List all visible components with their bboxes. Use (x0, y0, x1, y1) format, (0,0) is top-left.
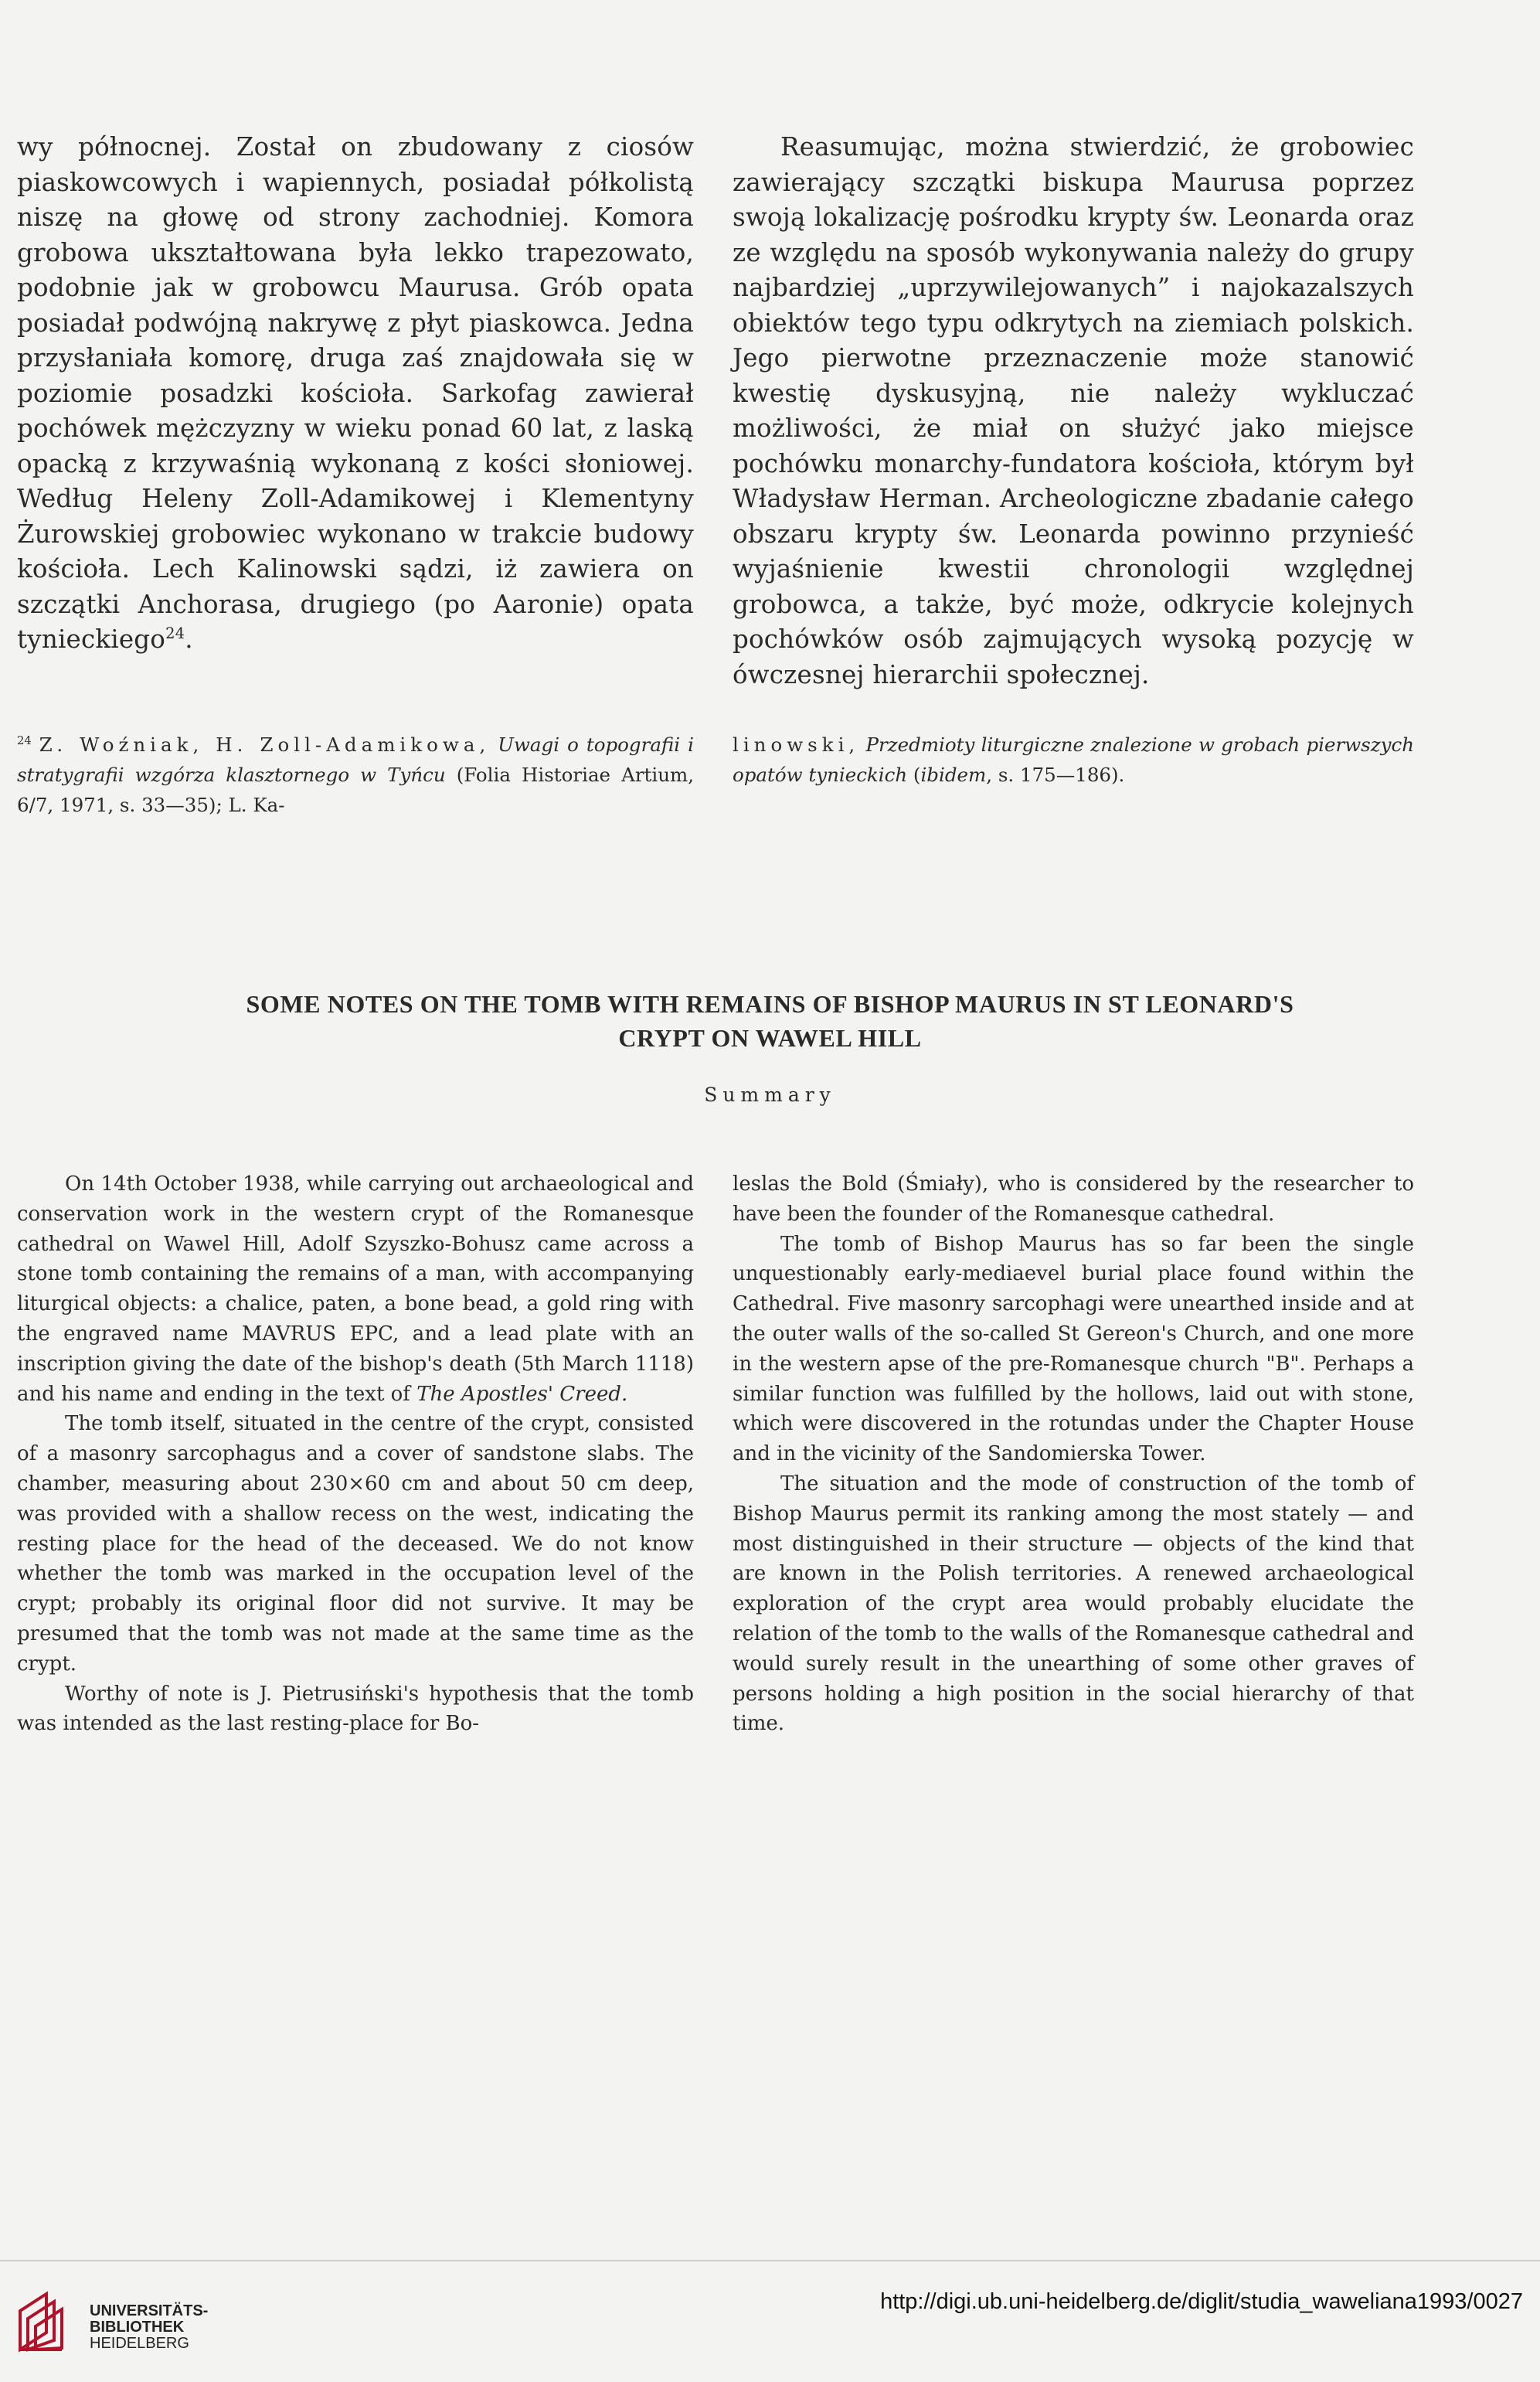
summary-subtitle: Summary (704, 1084, 836, 1106)
footnote-left (17, 730, 694, 820)
source-url-link[interactable]: http://digi.ub.uni-heidelberg.de/diglit/studia_waweliana1993/0027 (880, 2289, 1523, 2314)
summary-paragraph-1-text: On 14th October 1938, while carrying out archaeological and conservation work in the western crypt of the Romanesque cathedral on Wawel Hill, Adolf Szyszko-Bohusz came across a stone tomb containing the remains of a man, with accompanying liturgical objects: a chalice, paten, a bone bead, a gold ring with the engraved name MAVRUS EPC, and a lead plate with an inscription giving the date of the bishop's death (5th March 1118) and his name and ending in the text of (17, 1172, 694, 1406)
summary-paragraph-4: leslas the Bold (Śmiały), who is considered by the researcher to have been the founder of the Romanesque cathedral. (733, 1172, 1414, 1226)
library-name-line-3: HEIDELBERG (90, 2335, 189, 2352)
summary-title-line-1: SOME NOTES ON THE TOMB WITH REMAINS OF BISHOP MAURUS IN ST LEONARD'S (246, 990, 1294, 1018)
library-logo-icon[interactable] (15, 2288, 83, 2356)
footnote-ibidem: ibidem (920, 764, 987, 786)
footnote-right: linowski, Przedmioty liturgiczne znalezione w grobach pierwszych opatów tynieckich (ibidem, s. 175—186). (733, 733, 1414, 786)
library-name (90, 2303, 208, 2352)
polish-paragraph-right: Reasumując, można stwierdzić, że grobowiec zawierający szczątki biskupa Maurusa poprzez swoją lokalizację pośrodku krypty św. Leonarda oraz ze względu na sposób wykonywania należy do grupy najbardziej „uprzywilejowanych” i najokazalszych obiektów tego typu odkrytych na ziemiach polskich. Jego pierwotne przeznaczenie może stanowić kwestię dyskusyjną, nie należy wykluczać możliwości, że miał on służyć jako miejsce pochówku monarchy-fundatora kościoła, którym był Władysław Herman. Archeologiczne zbadanie całego obszaru krypty św. Leonarda powinno przynieść wyjaśnienie kwestii chronologii względnej grobowca, a także, być może, odkrycie kolejnych pochówków osób zajmujących wysoką pozycję w ówczesnej hierarchii społecznej. (733, 132, 1414, 689)
footnote-author-1: Z. Woźniak, H. Zoll-Adamikowa, (39, 733, 491, 756)
summary-title-line-2: CRYPT ON WAWEL HILL (618, 1024, 922, 1052)
footnote-title-2: Przedmioty liturgiczne znalezione w grobach pierwszych opatów tynieckich (733, 733, 1414, 786)
footnote-title-1: Uwagi o topografii i stratygrafii wzgórza klasztornego w Tyńcu (17, 733, 694, 786)
summary-paragraph-5: The tomb of Bishop Maurus has so far been the single unquestionably early-mediaevel burial place found within the Cathedral. Five masonry sarcophagi were unearthed inside and at the outer walls of the so-called St Gereon's Church, and one more in the western apse of the pre-Romanesque church "B". Perhaps a similar function was fulfilled by the hollows, laid out with stone, which were discovered in the rotundas under the Chapter House and in the vicinity of the Sandomierska Tower. (733, 1232, 1414, 1466)
polish-left-end: . (185, 624, 193, 654)
summary-paragraph-3: Worthy of note is J. Pietrusiński's hypothesis that the tomb was intended as the last resting-place for Bo- (17, 1682, 694, 1736)
summary-left-column (17, 1169, 694, 1739)
footnote-citation-1: (Folia Historiae Artium, 6/7, 1971, s. 33—35); L. Ka- (17, 764, 695, 816)
summary-paragraph-6: The situation and the mode of construction of the tomb of Bishop Maurus permit its ranking among the most stately — and most distinguished in their structure — objects of the kind that are known in the Polish territories. A renewed archaeological exploration of the crypt area would probably elucidate the relation of the tomb to the walls of the Romanesque cathedral and would surely result in the unearthing of some other graves of persons holding a high position in the social hierarchy of that time. (733, 1472, 1414, 1736)
footnote-reference[interactable]: 24 (165, 624, 185, 643)
polish-paragraph-left (17, 130, 694, 658)
summary-paragraph-2: The tomb itself, situated in the centre of the crypt, consisted of a masonry sarcophagus and a cover of sandstone slabs. The chamber, measuring about 230×60 cm and about 50 cm deep, was provided with a shallow recess on the west, indicating the resting place for the head of the deceased. We do not know whether the tomb was marked in the occupation level of the crypt; probably its original floor did not survive. It may be presumed that the tomb was not made at the same time as the crypt. (17, 1412, 694, 1676)
polish-left-text: wy północnej. Został on zbudowany z ciosów piaskowcowych i wapiennych, posiadał półkolistą niszę na głowę od strony zachodniej. Komora grobowa ukształtowana była lekko trapezowato, podobnie jak w grobowcu Maurusa. Grób opata posiadał podwójną nakrywę z płyt piaskowca. Jedna przysłaniała komorę, druga zaś znajdowała się w poziomie posadzki kościoła. Sarkofag zawierał pochówek mężczyzny w wieku ponad 60 lat, z laską opacką z krzywaśnią wykonaną z kości słoniowej. Według Heleny Zoll-Adamikowej i Klementyny Żurowskiej grobowiec wykonano w trakcie budowy kościoła. Lech Kalinowski sądzi, iż zawiera on szczątki Anchorasa, drugiego (po Aaronie) opata tynieckiego (17, 132, 694, 654)
footnote-citation-2: , s. 175—186). (986, 764, 1125, 786)
polish-text-right-column (733, 130, 1414, 692)
footnote-number: 24 (17, 733, 32, 747)
polish-text-left-column (17, 130, 694, 658)
footnote-author-2: linowski, (733, 733, 860, 756)
footer-divider (0, 2260, 1540, 2261)
library-name-line-1: UNIVERSITÄTS- (90, 2302, 209, 2319)
library-name-line-2: BIBLIOTHEK (90, 2319, 185, 2336)
apostles-creed-italic: The Apostles' Creed. (416, 1382, 628, 1406)
summary-paragraph-1 (17, 1169, 694, 1409)
summary-right-column (733, 1169, 1414, 1739)
